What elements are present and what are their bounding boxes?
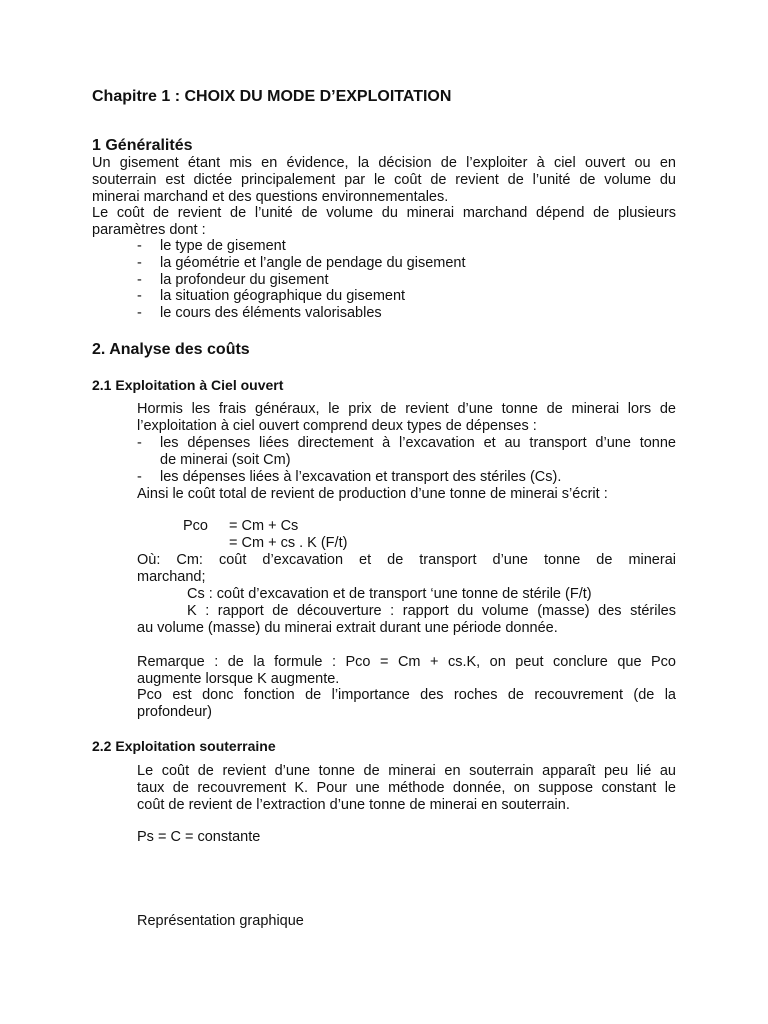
list-item: - la situation géographique du gisement [137,288,466,305]
formula-line-2: = Cm + cs . K (F/t) [229,535,348,551]
text-line: minerai marchand et des questions environnementales. [92,188,449,205]
graph-label: Représentation graphique [137,913,304,929]
underground-paragraph [137,763,676,813]
underground-formula: Ps = C = constante [137,829,261,845]
text-line: Hormis les frais généraux, le prix de revient d’une tonne de minerai lors de [137,401,676,417]
section-1-heading: 1 Généralités [92,137,193,154]
k-definition: K : rapport de découverture : rapport du volume (masse) des stériles [187,603,676,619]
text-line: Le coût de revient d’une tonne de minerai en souterrain apparaît peu lié au [137,763,676,779]
text-line: - les dépenses liées directement à l’excavation et au transport d’une tonne [160,435,676,451]
section-1-paragraph-2 [92,205,676,239]
list-item: - la profondeur du gisement [137,272,466,289]
text-line: Remarque : de la formule : Pco = Cm + cs.K, on peut conclure que Pco [137,654,676,670]
parameters-list [137,238,466,322]
list-item: - la géométrie et l’angle de pendage du gisement [137,255,466,272]
cs-definition: Cs : coût d’excavation et de transport ‘une tonne de stérile (F/t) [187,586,592,602]
list-item [137,435,676,469]
formula-line-1: = Cm + Cs [229,518,299,534]
text-line: Le coût de revient de l’unité de volume du minerai marchand dépend de plusieurs [92,205,676,221]
text-line: l’exploitation à ciel ouvert comprend deux types de dépenses : [137,417,537,434]
cm-definition: Où: Cm: coût d’excavation et de transport d’une tonne de minerai [137,552,676,568]
list-item: - les dépenses liées à l’excavation et transport des stériles (Cs). [137,469,676,486]
cm-definition-continued: marchand; [137,569,206,585]
open-pit-intro [137,401,676,435]
section-1-paragraph-1 [92,155,676,205]
text-line: paramètres dont : [92,221,206,238]
k-definition-continued: au volume (masse) du minerai extrait durant une période donnée. [137,620,558,636]
text-line: coût de revient de l’extraction d’une tonne de minerai en souterrain. [137,796,570,813]
chapter-title: Chapitre 1 : CHOIX DU MODE D’EXPLOITATION [92,88,452,105]
text-line: de minerai (soit Cm) [160,451,291,468]
text-line: Un gisement étant mis en évidence, la décision de l’exploiter à ciel ouvert ou en [92,155,676,171]
list-item: - le type de gisement [137,238,466,255]
section-2-1-heading: 2.1 Exploitation à Ciel ouvert [92,377,284,393]
text-line: profondeur) [137,703,212,720]
section-2-heading: 2. Analyse des coûts [92,341,250,358]
text-line: taux de recouvrement K. Pour une méthode donnée, on suppose constant le [137,779,676,796]
text-line: Pco est donc fonction de l’importance des roches de recouvrement (de la [137,687,676,703]
remark-paragraph [137,654,676,688]
list-item: - le cours des éléments valorisables [137,305,466,322]
total-cost-line: Ainsi le coût total de revient de production d’une tonne de minerai s’écrit : [137,486,608,502]
text-line: augmente lorsque K augmente. [137,670,340,687]
formula-lhs: Pco [183,518,208,534]
text-line: souterrain est dictée principalement par le coût de revient de l’unité de volume du [92,171,676,188]
section-2-2-heading: 2.2 Exploitation souterraine [92,738,276,754]
expense-types-list [137,435,676,485]
pco-paragraph [137,687,676,721]
